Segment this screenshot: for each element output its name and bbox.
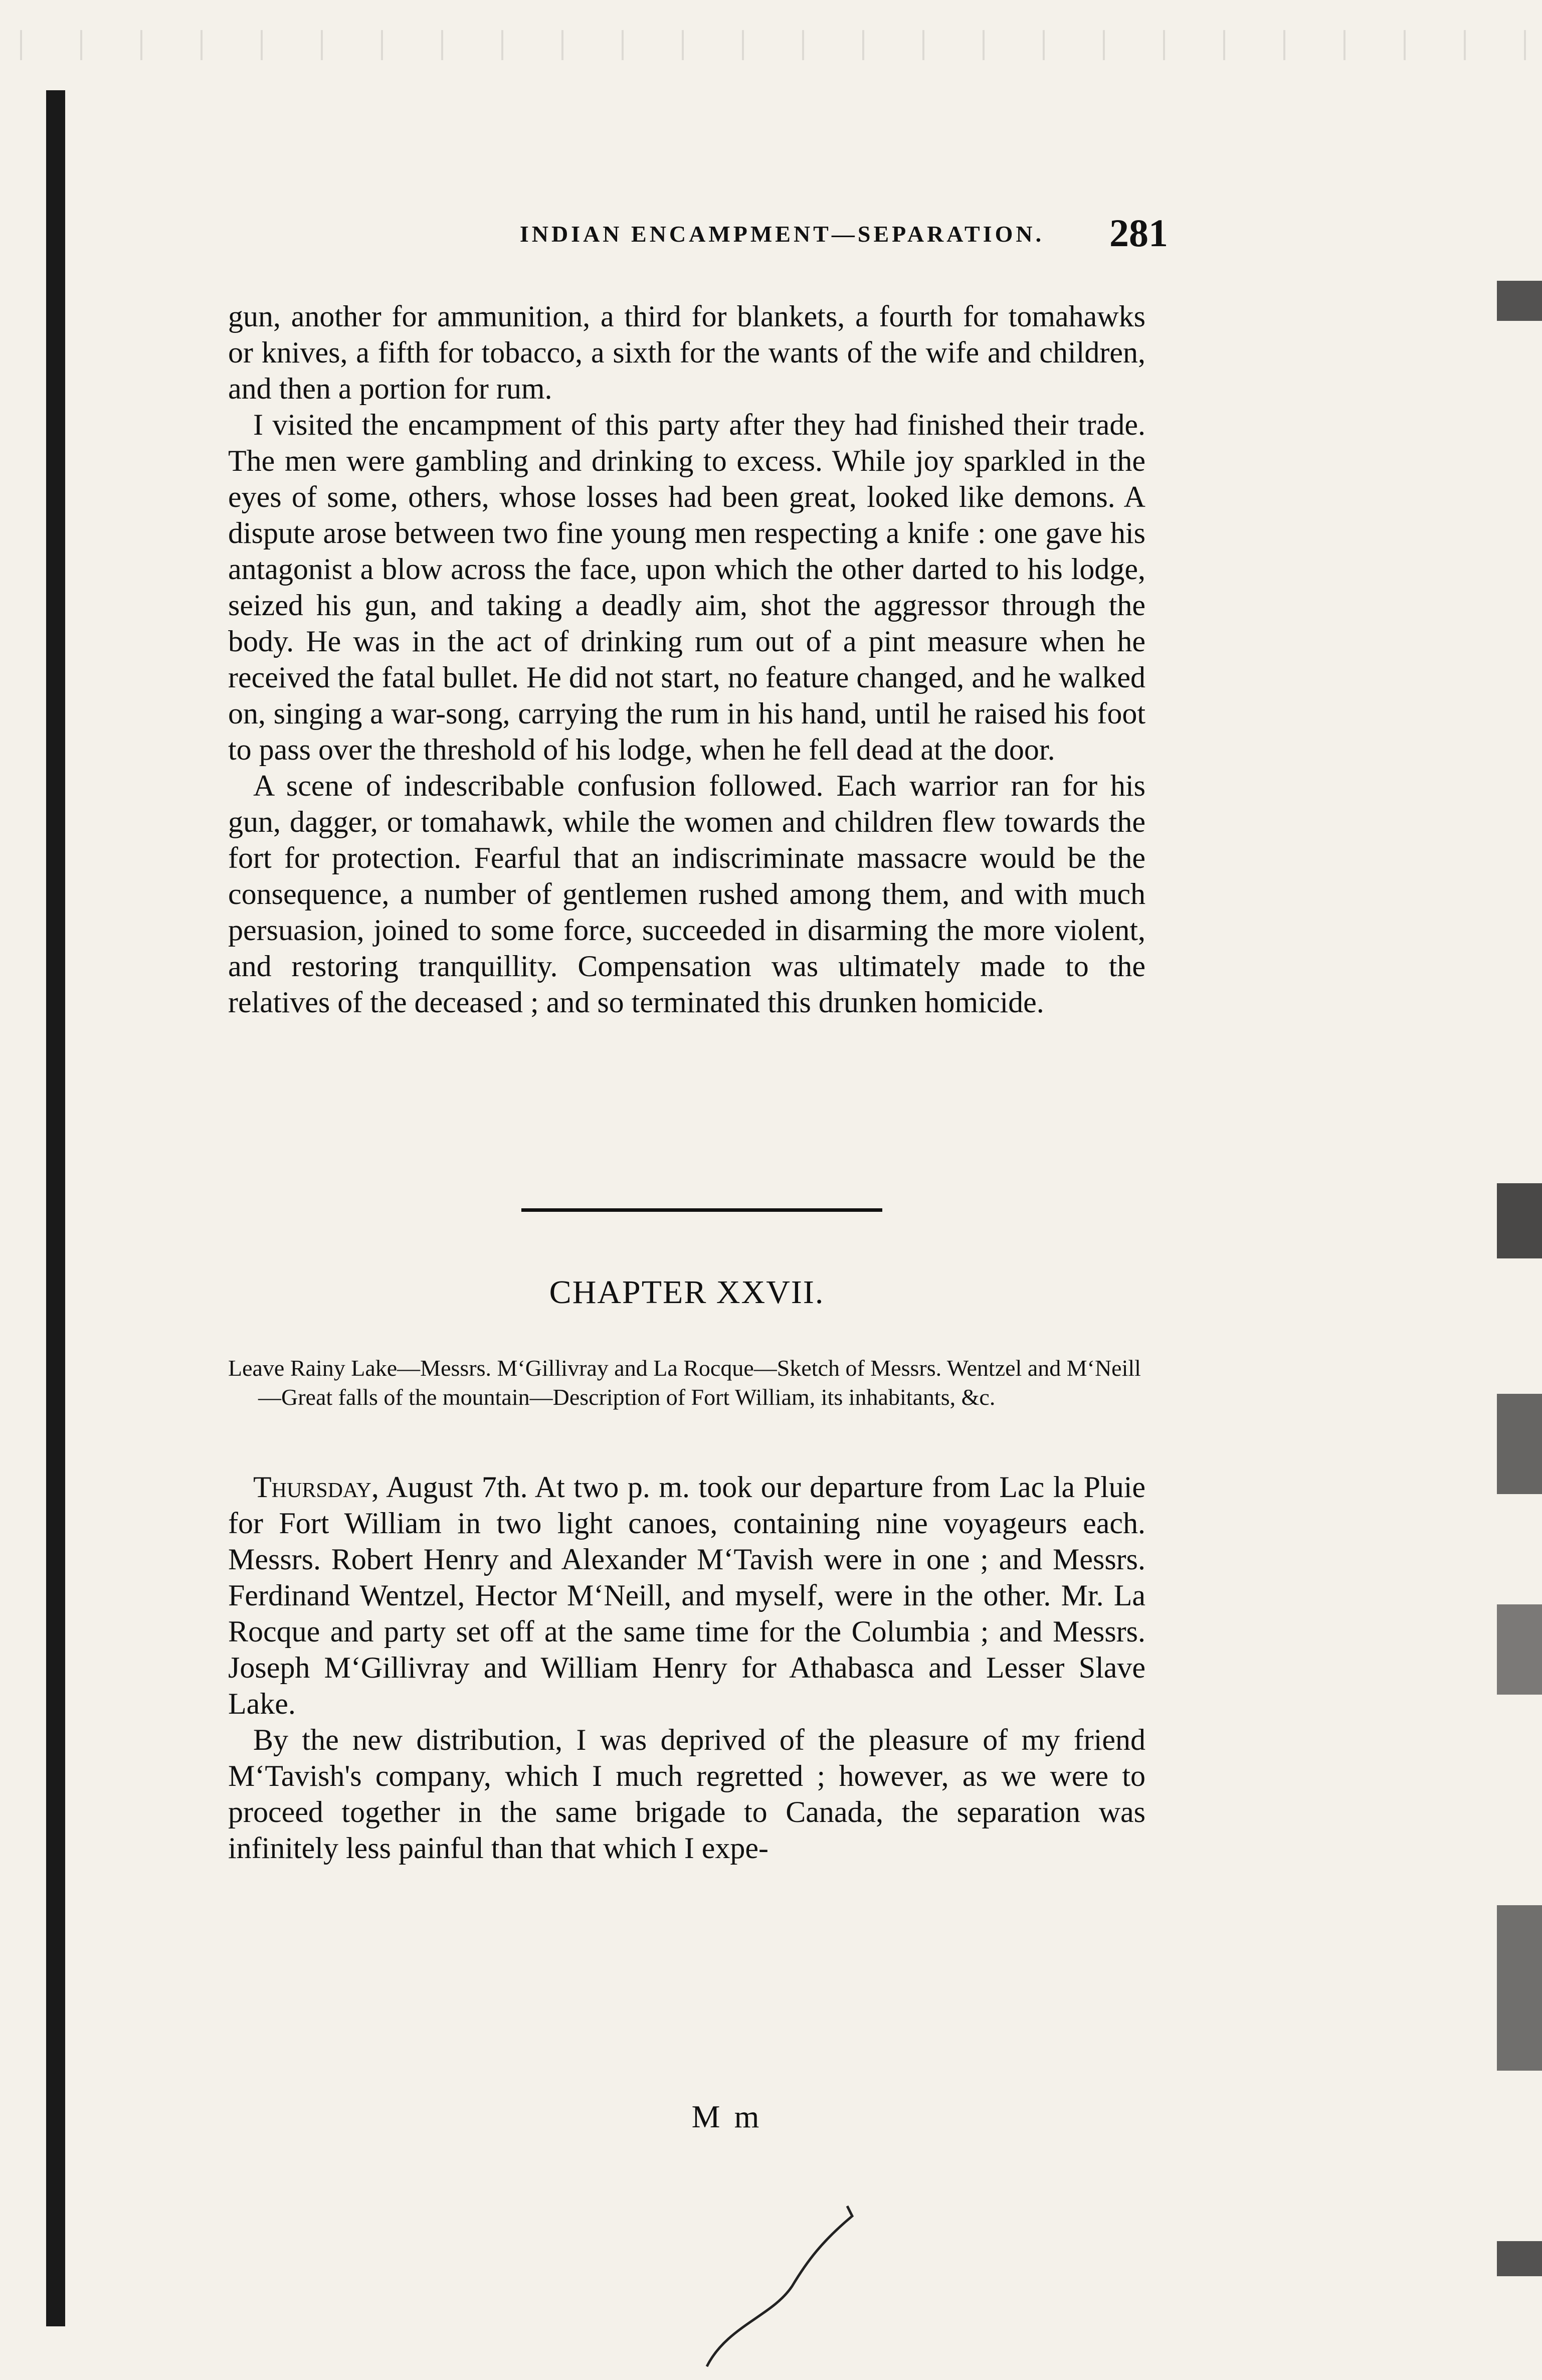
chapter-summary <box>228 1354 1145 1412</box>
paragraph: I visited the encampment of this party after they had finished their trade. The men were gambling and drinking to excess. While joy sparkled in the eyes of some, others, whose losses had been great, looked like demons. A dispute arose between two fine young men respecting a knife : one gave his antagonist a blow across the face, upon which the other darted to his lodge, seized his gun, and taking a deadly aim, shot the aggressor through the body. He was in the act of drinking rum out of a pint measure when he received the fatal bullet. He did not start, no feature changed, and he walked on, singing a war-song, carrying the rum in his hand, until he raised his foot to pass over the threshold of his lodge, when he fell dead at the door. <box>228 408 1145 766</box>
signature-mark: M m <box>691 2099 762 2134</box>
edge-mark <box>1497 1905 1542 2071</box>
paragraph: By the new distribution, I was deprived of the pleasure of my friend M‘Tavish's company, which I much regretted ; however, as we were to proceed together in the same brigade to Canada, the separation was infinitely less painful than that which I expe- <box>228 1723 1145 1865</box>
edge-mark <box>1497 1394 1542 1494</box>
section-divider <box>521 1208 882 1212</box>
paragraph: A scene of indescribable confusion followed. Each warrior ran for his gun, dagger, or tomahawk, while the women and children flew towards the fort for protection. Fearful that an indiscriminate massacre would be the consequence, a number of gentlemen rushed among them, and with much persuasion, joined to some force, succeeded in disarming the more violent, and restoring tranquillity. Compensation was ultimately made to the relatives of the deceased ; and so terminated this drunken homicide. <box>228 769 1145 1019</box>
paragraph-text: August 7th. At two p. m. took our departure from Lac la Pluie for Fort William in two light canoes, containing nine voyageurs each. Messrs. Robert Henry and Alexander M‘Tavish were in one ; and Messrs. Ferdinand Wentzel, Hector M‘Neill, and myself, were in the other. Mr. La Rocque and party set off at the same time for the Columbia ; and Messrs. Joseph M‘Gillivray and William Henry for Athabasca and Lesser Slave Lake. <box>228 1471 1145 1720</box>
edge-mark <box>1497 1183 1542 1258</box>
chapter-title: CHAPTER XXVII. <box>549 1274 825 1311</box>
chapter-summary-text: Leave Rainy Lake—Messrs. M‘Gillivray and La Rocque—Sketch of Messrs. Wentzel and M‘Neill—Great falls of the mountain—Description of Fort William, its inhabitants, &c. <box>228 1355 1141 1410</box>
page-speckles <box>0 30 1542 60</box>
edge-mark <box>1497 2241 1542 2276</box>
edge-mark <box>1497 281 1542 321</box>
edge-mark <box>1497 1604 1542 1695</box>
day-heading: Thursday, <box>253 1471 379 1504</box>
binding-shadow <box>46 90 65 2326</box>
paragraph: gun, another for ammunition, a third for blankets, a fourth for tomahawks or knives, a fifth for tobacco, a sixth for the wants of the wife and children, and then a portion for rum. <box>228 300 1145 405</box>
text-block-upper <box>228 298 1145 1020</box>
page-number: 281 <box>1109 211 1168 255</box>
text-block-lower <box>228 1469 1145 1866</box>
paragraph <box>228 1469 1145 1722</box>
running-head: INDIAN ENCAMPMENT—SEPARATION. <box>519 221 1045 247</box>
